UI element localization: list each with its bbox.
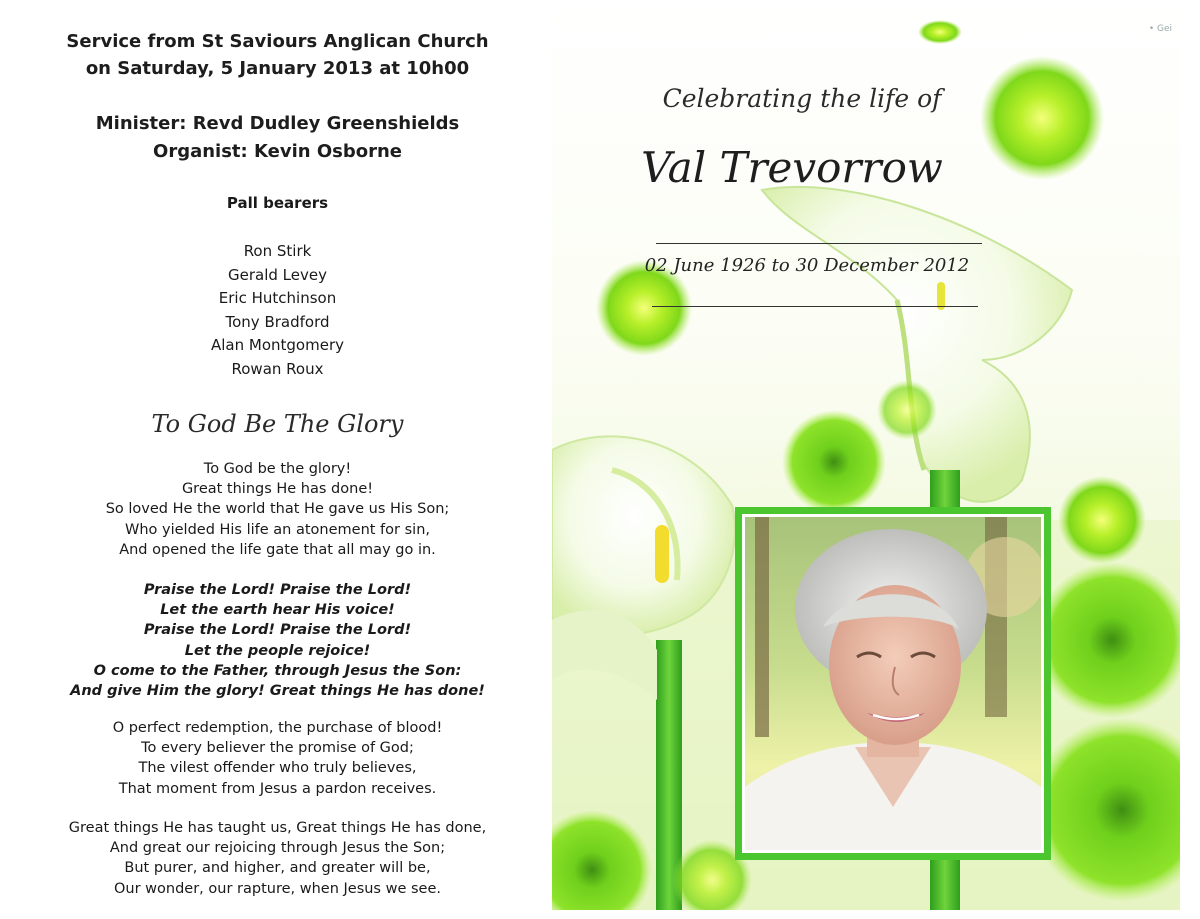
hymn-line: And great our rejoicing through Jesus the Son;: [109, 840, 446, 857]
hymn-line: To God be the glory!: [203, 461, 352, 477]
pall-bearers-heading: Pall bearers: [226, 194, 329, 212]
divider-line: [656, 243, 982, 244]
service-details: [0, 28, 555, 82]
chorus-line: Let the earth hear His voice!: [160, 602, 395, 619]
hymn-chorus: [0, 580, 555, 701]
chrysanthemum-center: [782, 410, 886, 514]
pall-bearer: Ron Stirk: [243, 242, 312, 260]
minister-name: Minister: Revd Dudley Greenshields: [95, 113, 460, 134]
hymn-line: To every believer the promise of God;: [141, 740, 414, 757]
hymn-line: Great things He has done!: [181, 481, 374, 498]
portrait-illustration: [745, 517, 1041, 850]
chorus-line: O come to the Father, through Jesus the Son:: [93, 662, 462, 679]
life-dates: 02 June 1926 to 30 December 2012: [644, 255, 970, 276]
pall-bearers-list: [0, 240, 555, 381]
pall-bearer: Eric Hutchinson: [218, 289, 337, 307]
organist-name: Organist: Kevin Osborne: [153, 141, 402, 162]
hymn-line: So loved He the world that He gave us His Son;: [105, 501, 450, 518]
hymn-line: That moment from Jesus a pardon receives.: [118, 780, 437, 797]
pall-bearer: Rowan Roux: [231, 359, 324, 378]
chrysanthemum-top-right: [980, 56, 1104, 180]
chorus-line: And give Him the glory! Great things He has done!: [70, 683, 485, 700]
portrait-frame: [735, 507, 1051, 860]
hymn-line: And opened the life gate that all may go in.: [119, 541, 436, 558]
chrysanthemum-right-small: [1058, 476, 1146, 564]
hymn-verse-1: [0, 459, 555, 560]
hymn-line: O perfect redemption, the purchase of blood!: [112, 720, 443, 736]
hymn-line: The vilest offender who truly believes,: [138, 760, 417, 777]
celebrating-heading: Celebrating the life of: [662, 84, 942, 113]
hymn-line: But purer, and higher, and greater will be,: [124, 860, 431, 877]
chorus-line: Praise the Lord! Praise the Lord!: [143, 622, 412, 639]
deceased-name: Val Trevorrow: [641, 143, 943, 192]
order-of-service-page: [0, 0, 555, 919]
lily-left-spadix: [655, 525, 669, 583]
hymn-line: Our wonder, our rapture, when Jesus we see.: [113, 880, 441, 897]
service-venue: Service from St Saviours Anglican Church: [66, 31, 489, 52]
hymn-line: Who yielded His life an atonement for sin,: [125, 521, 430, 538]
pall-bearer: Tony Bradford: [225, 312, 330, 331]
scan-mark: • Gei: [1148, 24, 1172, 34]
chorus-line: Praise the Lord! Praise the Lord!: [143, 582, 412, 598]
chrysanthemum-small: [918, 20, 962, 44]
service-date-time: on Saturday, 5 January 2013 at 10h00: [85, 58, 470, 79]
portrait-photo: [745, 517, 1041, 850]
memorial-cover-page: [552, 0, 1180, 910]
pall-bearer: Gerald Levey: [228, 265, 327, 284]
chorus-line: Let the people rejoice!: [184, 642, 371, 659]
chrysanthemum-glow: [877, 380, 937, 440]
tree-trunk: [755, 517, 769, 737]
officials: [0, 110, 555, 166]
divider-line: [652, 306, 978, 307]
hymn-line: Great things He has taught us, Great things He has done,: [68, 820, 487, 836]
hymn-verse-3: [0, 818, 555, 899]
hymn-title: To God Be The Glory: [151, 410, 404, 438]
hymn-verse-2: [0, 718, 555, 799]
pall-bearer: Alan Montgomery: [211, 336, 344, 354]
